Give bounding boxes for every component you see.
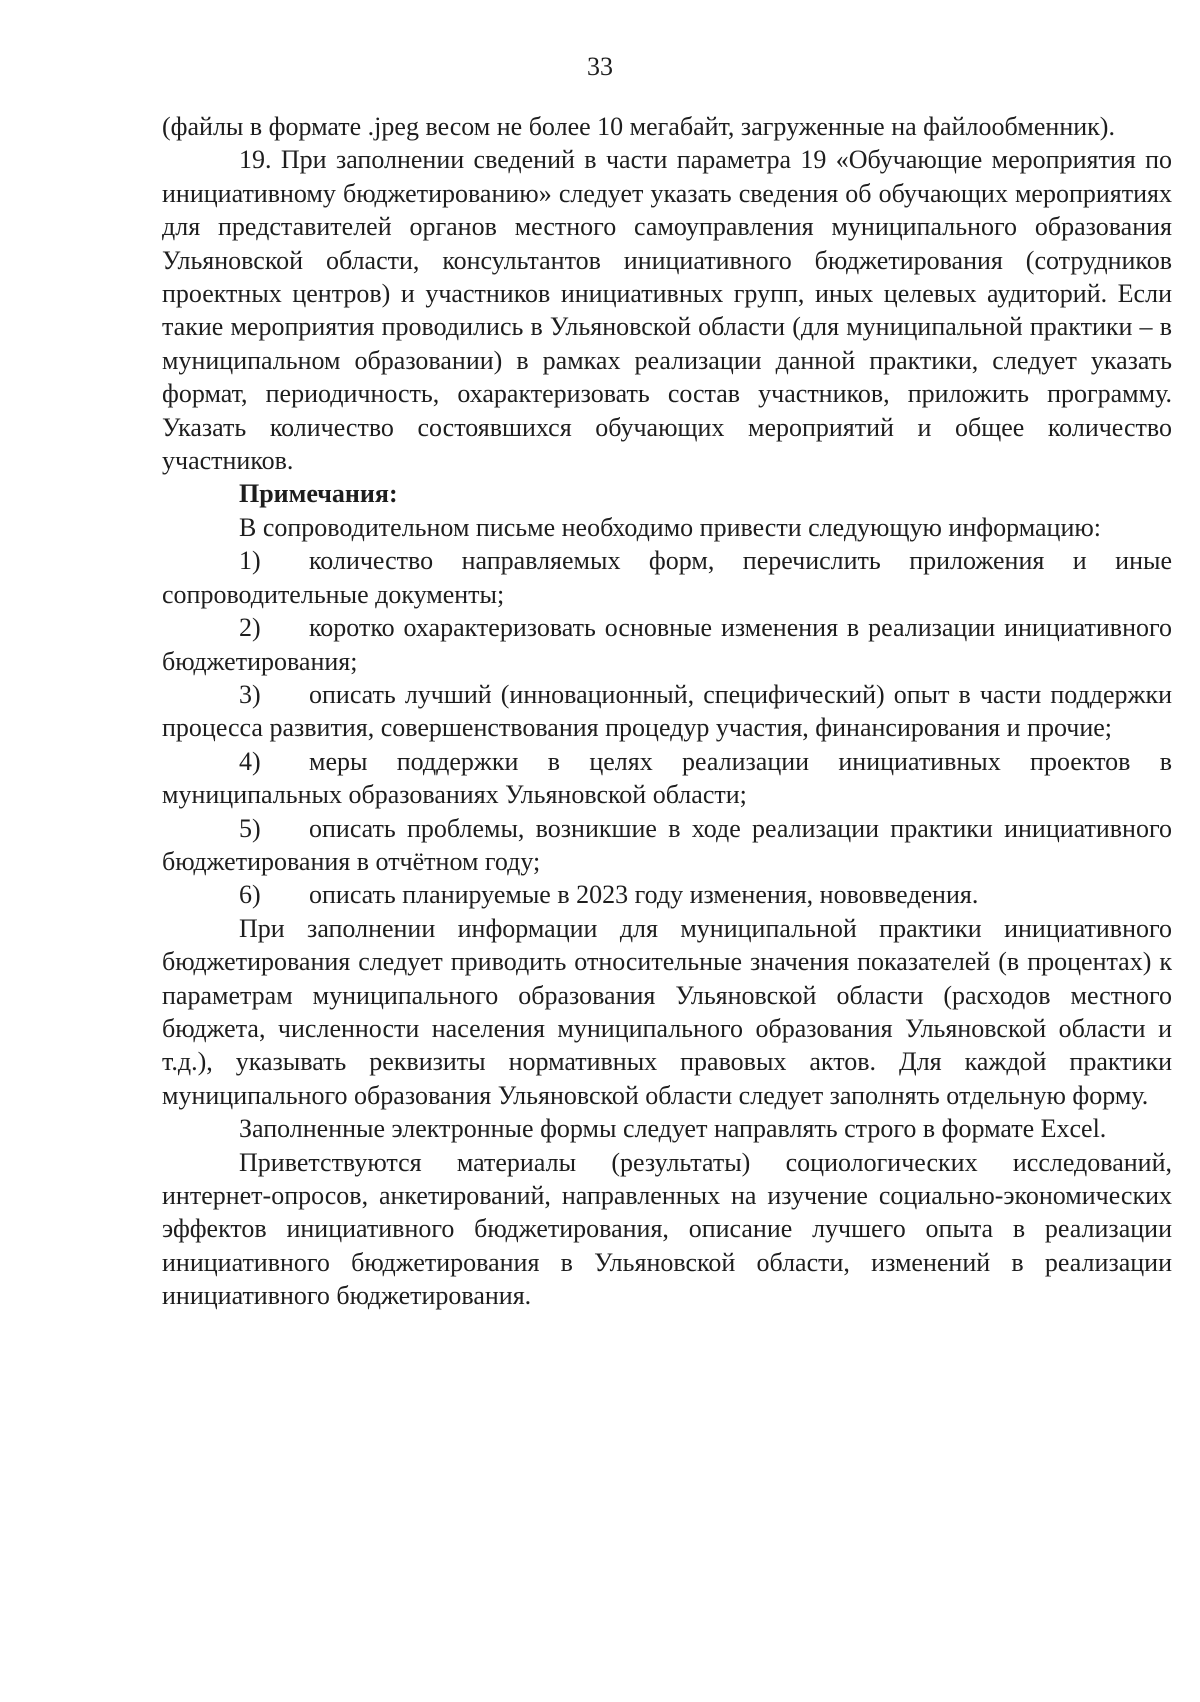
paragraph-file-format: (файлы в формате .jpeg весом не более 10 мегабайт, загруженные на файлообменник). [162, 112, 1115, 141]
list-item-text: меры поддержки в целях реализации инициативных проектов в муниципальных образованиях Ульяновской области; [162, 746, 1172, 810]
list-item [162, 745, 1172, 812]
paragraph-parameter-19: 19. При заполнении сведений в части параметра 19 «Обучающие мероприятия по инициативному бюджетированию» следует указать сведения об обучающих мероприятиях для представителей органов местного самоуправления муниципального образования Ульяновской области, консультантов инициативного бюджетирования (сотрудников проектных центров) и участников инициативных групп, иных целевых аудиторий. Если такие мероприятия проводились в Ульяновской области (для муниципальной практики – в муниципальном образовании) в рамках реализации данной практики, следует указать формат, периодичность, охарактеризовать состав участников, приложить программу. Указать количество состоявшихся обучающих мероприятий и общее количество участников. [162, 145, 1172, 476]
list-item-text: коротко охарактеризовать основные изменения в реализации инициативного бюджетирования; [162, 613, 1172, 676]
list-item-number: 3) [239, 679, 261, 709]
list-item [162, 812, 1172, 879]
list-item-number: 4) [239, 746, 261, 776]
notes-heading: Примечания: [239, 479, 398, 509]
list-item-number: 6) [239, 880, 261, 910]
list-item-number: 1) [239, 546, 261, 576]
paragraph-excel-format: Заполненные электронные формы следует направлять строго в формате Excel. [239, 1114, 1107, 1144]
list-item [162, 678, 1172, 745]
list-item [162, 544, 1172, 611]
page-number: 33 [587, 52, 613, 81]
list-item [162, 611, 1172, 678]
list-item-number: 5) [239, 813, 261, 843]
list-item-text: количество направляемых форм, перечислить приложения и иные сопроводительные документы; [162, 546, 1172, 609]
list-item-text: описать проблемы, возникшие в ходе реализации практики инициативного бюджетирования в отчётном году; [162, 813, 1172, 876]
list-item [162, 878, 1172, 911]
list-item-text: описать планируемые в 2023 году изменения, нововведения. [309, 880, 979, 910]
notes-intro: В сопроводительном письме необходимо привести следующую информацию: [239, 512, 1101, 542]
list-item-number: 2) [239, 613, 261, 643]
paragraph-municipal-practice: При заполнении информации для муниципальной практики инициативного бюджетирования следует приводить относительные значения показателей (в процентах) к параметрам муниципального образования Ульяновской области (расходов местного бюджета, численности населения муниципального образования Ульяновской области и т.д.), указывать реквизиты нормативных правовых актов. Для каждой практики муниципального образования Ульяновской области следует заполнять отдельную форму. [162, 913, 1172, 1110]
paragraph-welcome-materials: Приветствуются материалы (результаты) социологических исследований, интернет-опросов, анкетирований, направленных на изучение социально-экономических эффектов инициативного бюджетирования, описание лучшего опыта в реализации инициативного бюджетирования в Ульяновской области, изменений в реализации инициативного бюджетирования. [162, 1147, 1172, 1311]
document-body [162, 110, 1172, 1313]
list-item-text: описать лучший (инновационный, специфический) опыт в части поддержки процесса развития, совершенствования процедур участия, финансирования и прочие; [162, 679, 1172, 743]
